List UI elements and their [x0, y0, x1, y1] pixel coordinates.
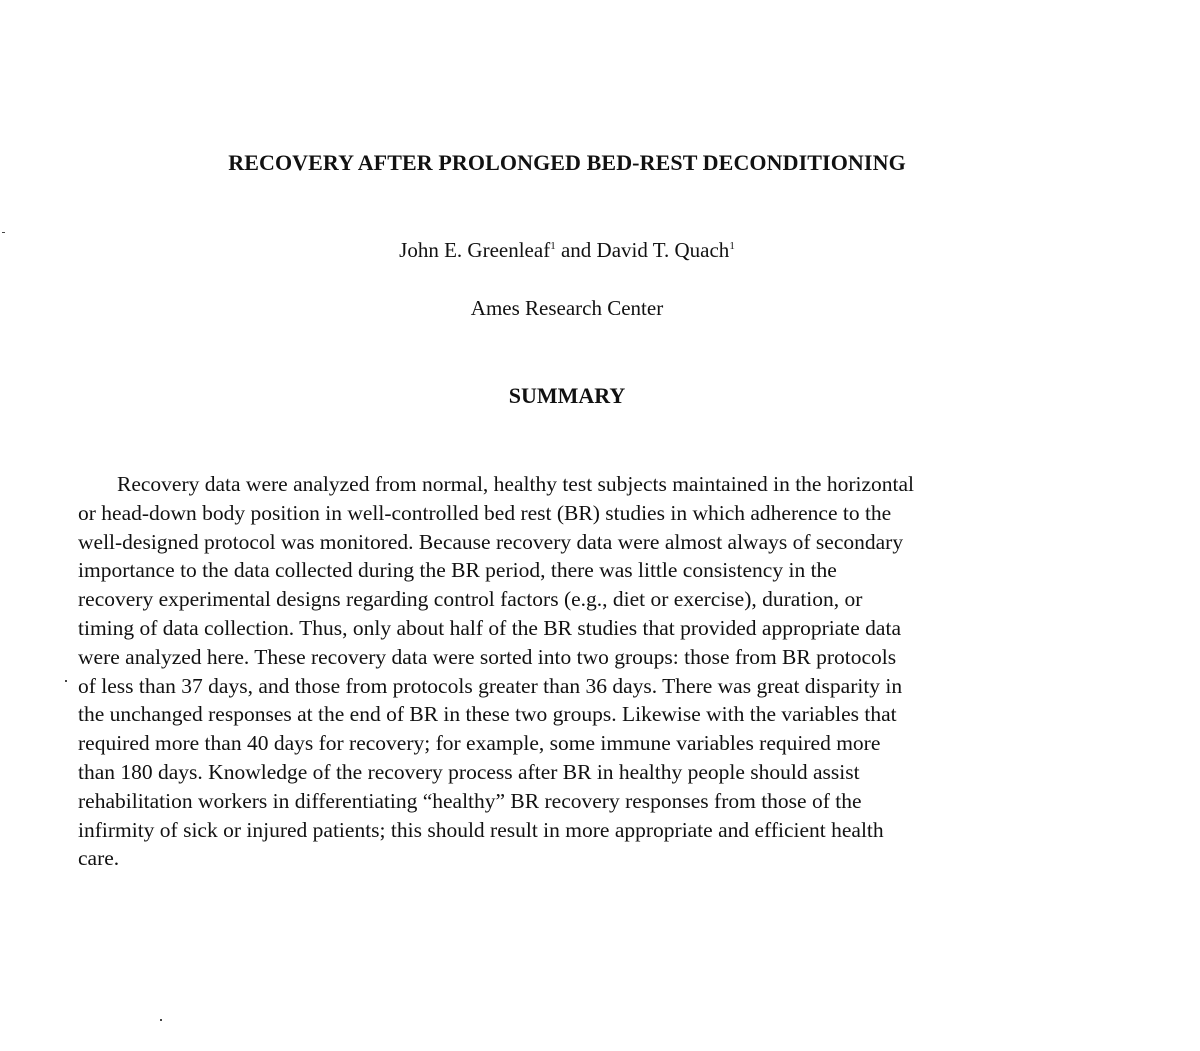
scan-speck: [65, 680, 67, 682]
paragraph-line: rehabilitation workers in differentiating “healthy” BR recovery responses from those of the: [78, 788, 862, 813]
author-name: John E. Greenleaf: [399, 238, 551, 262]
paragraph-line: were analyzed here. These recovery data were sorted into two groups: those from BR protocols: [78, 644, 897, 669]
author-connector: and: [555, 238, 597, 262]
paragraph-line: infirmity of sick or injured patients; this should result in more appropriate and efficient health: [78, 817, 884, 842]
scan-speck: [2, 232, 5, 233]
summary-paragraph: [78, 470, 1053, 873]
scan-speck: [160, 1019, 162, 1021]
author-line: [0, 238, 1134, 263]
paragraph-line: timing of data collection. Thus, only about half of the BR studies that provided appropriate data: [78, 615, 901, 640]
paragraph-line: than 180 days. Knowledge of the recovery process after BR in healthy people should assist: [78, 759, 860, 784]
paragraph-line: well-designed protocol was monitored. Because recovery data were almost always of secondary: [78, 529, 904, 554]
author-name: David T. Quach: [596, 238, 730, 262]
affiliation-mark: 1: [729, 240, 735, 252]
paragraph-line: required more than 40 days for recovery; for example, some immune variables required more: [78, 731, 881, 756]
paragraph-line: the unchanged responses at the end of BR in these two groups. Likewise with the variables that: [78, 702, 897, 727]
paragraph-line: or head-down body position in well-controlled bed rest (BR) studies in which adherence to the: [78, 500, 892, 525]
paragraph-line: importance to the data collected during the BR period, there was little consistency in the: [78, 558, 837, 583]
paragraph-line: care.: [78, 846, 120, 871]
paragraph-line: recovery experimental designs regarding control factors (e.g., diet or exercise), duration, or: [78, 587, 863, 612]
paper-title: RECOVERY AFTER PROLONGED BED-REST DECONDITIONING: [228, 150, 906, 175]
affiliation-mark: 1: [550, 240, 556, 252]
paragraph-line: of less than 37 days, and those from protocols greater than 36 days. There was great disparity in: [78, 673, 903, 698]
paragraph-line: Recovery data were analyzed from normal, healthy test subjects maintained in the horizontal: [117, 472, 915, 496]
affiliation: Ames Research Center: [470, 296, 664, 320]
section-heading: SUMMARY: [508, 383, 626, 408]
